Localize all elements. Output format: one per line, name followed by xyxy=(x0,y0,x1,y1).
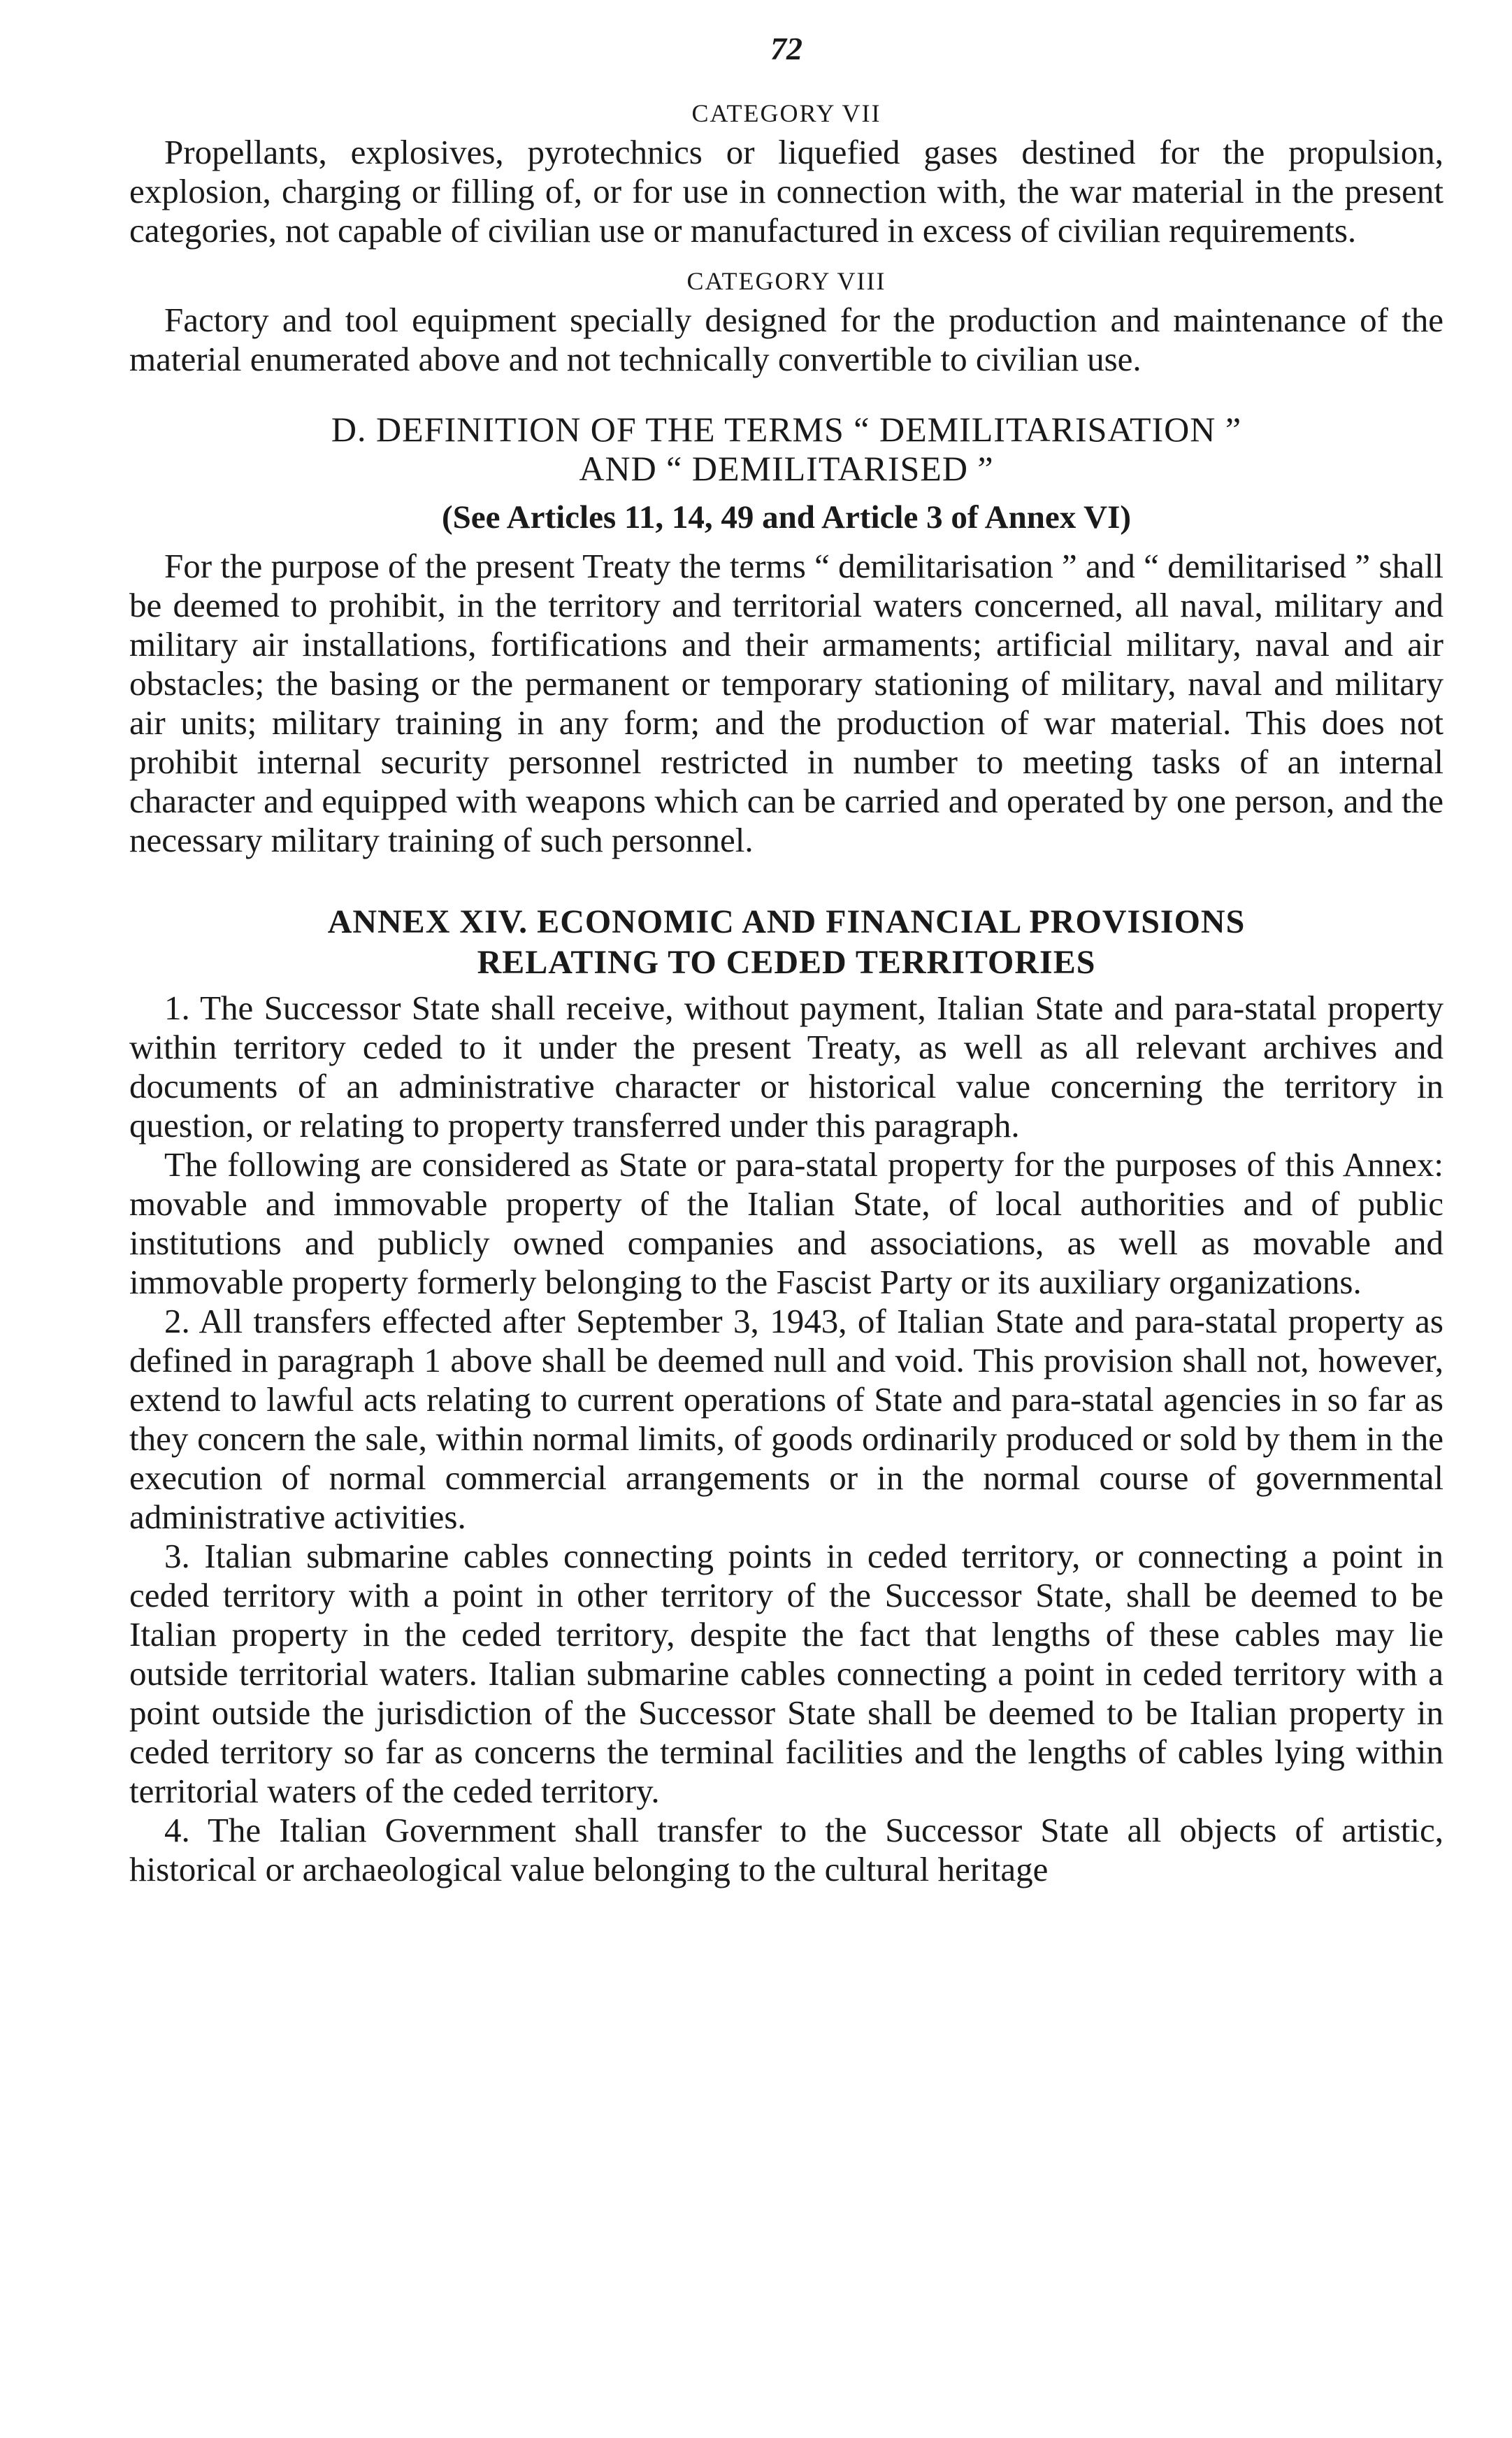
category-vii-text: Propellants, explosives, pyrotechnics or liquefied gases destined for the propulsion, explosion, charging or filling of, or for use in connection with, the war material in the present categories, not capable of civilian use or manufactured in excess of civilian requirements. xyxy=(129,133,1443,250)
annex-xiv-paragraph-3: 3. Italian submarine cables connecting points in ceded territory, or connecting a point in ceded territory with a point in other territory of the Successor State, shall be deemed to be Italian property in the ceded territory, despite the fact that lengths of these cables may lie outside territorial waters. Italian submarine cables connecting a point in ceded territory with a point outside the jurisdiction of the Successor State shall be deemed to be Italian property in ceded territory so far as concerns the terminal facilities and the lengths of cables lying within territorial waters of the ceded territory. xyxy=(129,1537,1443,1810)
annex-xiv-paragraph-4: 4. The Italian Government shall transfer to the Successor State all objects of artistic, historical or archaeological value belonging to the cultural heritage xyxy=(129,1811,1443,1888)
section-d-text: For the purpose of the present Treaty the terms “ demilitarisation ” and “ demilitarised ” shall be deemed to prohibit, in the territory and territorial waters concerned, all naval, military and military air installations, fortifications and their armaments; artificial military, naval and air obstacles; the basing or the permanent or temporary stationing of military, naval and military air units; military training in any form; and the production of war material. This does not prohibit internal security personnel restricted in number to meeting tasks of an internal character and equipped with weapons which can be carried and operated by one person, and the necessary military training of such personnel. xyxy=(129,547,1443,859)
annex-xiv-title-line2: RELATING TO CEDED TERRITORIES xyxy=(477,944,1096,981)
document-page xyxy=(129,28,1443,1889)
category-viii-heading: CATEGORY VIII xyxy=(686,267,886,295)
annex-xiv-paragraph-1: 1. The Successor State shall receive, without payment, Italian State and para-statal property within territory ceded to it under the present Treaty, as well as all relevant archives and documents of an administrative character or historical value concerning the territory in question, or relating to property transferred under this paragraph. xyxy=(129,989,1443,1145)
category-viii-text: Factory and tool equipment specially designed for the production and maintenance of the material enumerated above and not technically convertible to civilian use. xyxy=(129,301,1443,378)
annex-xiv-title-line1: ANNEX XIV. ECONOMIC AND FINANCIAL PROVISIONS xyxy=(327,903,1246,940)
section-d-title-line1: D. DEFINITION OF THE TERMS “ DEMILITARISATION ” xyxy=(331,410,1242,449)
section-d-reference: (See Articles 11, 14, 49 and Article 3 of Annex VI) xyxy=(441,499,1132,536)
category-vii-heading: CATEGORY VII xyxy=(691,99,881,127)
page-number: 72 xyxy=(770,31,802,66)
annex-xiv-paragraph-1b: The following are considered as State or para-statal property for the purposes of this Annex: movable and immovable property of the Italian State, of local authorities and of public institutions and publicly owned companies and associations, as well as movable and immovable property formerly belonging to the Fascist Party or its auxiliary organizations. xyxy=(129,1145,1443,1301)
annex-xiv-paragraph-2: 2. All transfers effected after September 3, 1943, of Italian State and para-statal property as defined in paragraph 1 above shall be deemed null and void. This provision shall not, however, extend to lawful acts relating to current operations of State and para-statal agencies in so far as they concern the sale, within normal limits, of goods ordinarily produced or sold by them in the execution of normal commercial arrangements or in the normal course of governmental administrative activities. xyxy=(129,1302,1443,1536)
section-d-title-line2: AND “ DEMILITARISED ” xyxy=(579,449,994,488)
